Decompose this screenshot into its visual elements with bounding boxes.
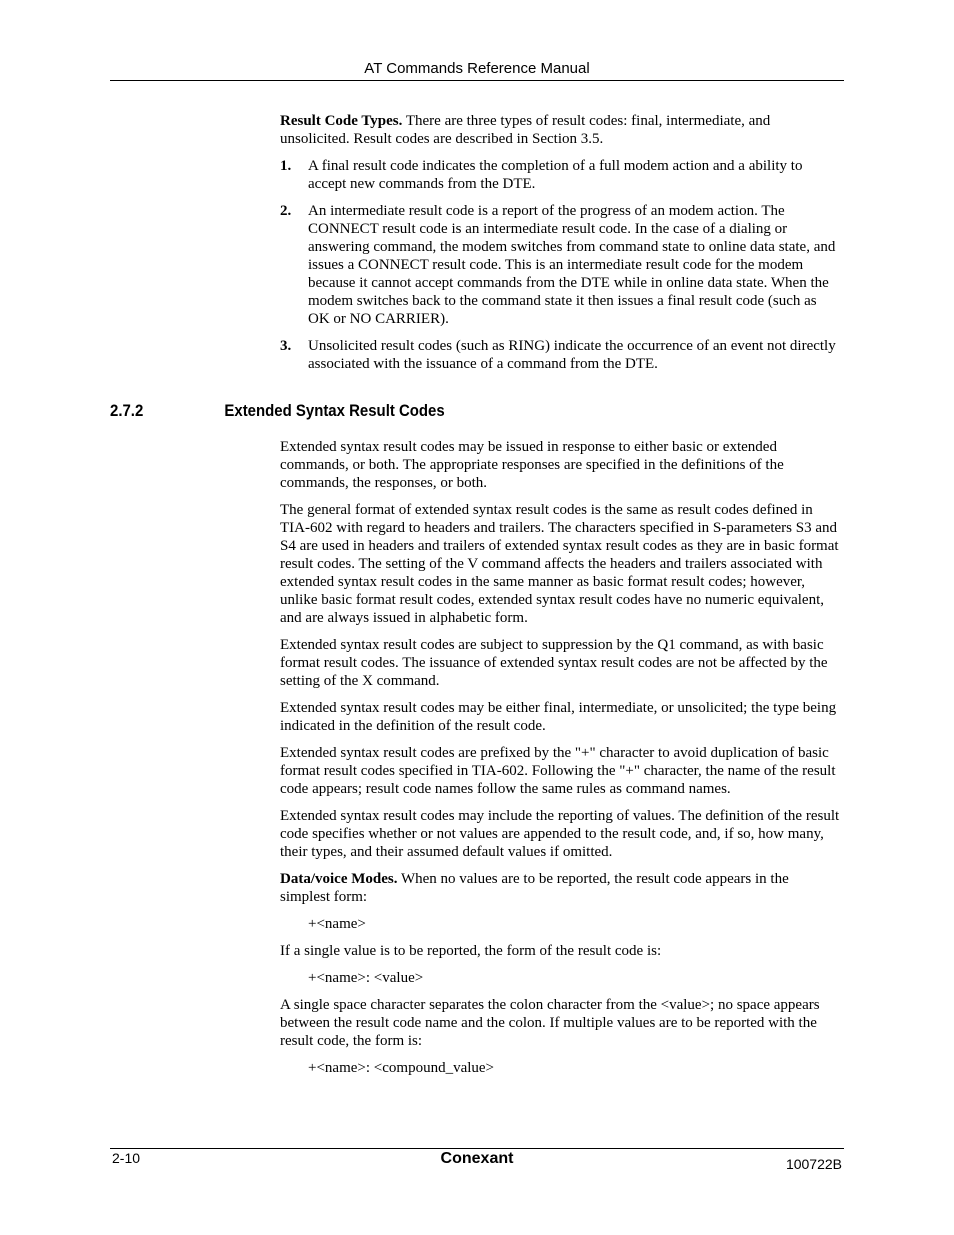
running-header: AT Commands Reference Manual (364, 60, 590, 77)
list-item (280, 157, 842, 193)
list-item-text: Unsolicited result codes (such as RING) indicate the occurrence of an event not directly associated with the issuance of a command from the DTE. (308, 338, 836, 372)
paragraph: A single space character separates the colon character from the <value>; no space appears between the result code name and the colon. If multiple values are to be reported with the result code, the form is: (280, 997, 820, 1049)
list-item (280, 202, 842, 328)
section-title: Extended Syntax Result Codes (224, 401, 445, 420)
page-number: 2-10 (112, 1150, 141, 1166)
data-voice-modes-paragraph: Data/voice Modes. When no values are to be reported, the result code appears in the simplest form: (280, 871, 789, 905)
section-body (280, 438, 842, 1086)
result-code-types-list (280, 157, 842, 373)
list-item-number: 3. (280, 338, 292, 354)
header-rule (110, 80, 844, 81)
section-number: 2.7.2 (110, 401, 144, 420)
paragraph: The general format of extended syntax result codes is the same as result codes defined in TIA-602 with regard to headers and trailers. The characters specified in S-parameters S3 and S4 are used in headers and trailers of extended syntax result codes as they are in basic format result codes. The setting of the V command affects the headers and trailers associated with extended syntax result codes in the same manner as basic format result codes; however, unlike basic format result codes, extended syntax result codes have no numeric equivalent, and are always issued in alphabetic form. (280, 502, 839, 626)
result-code-types-paragraph: Result Code Types. There are three types of result codes: final, intermediate, and unsolicited. Result codes are described in Section 3.5. (280, 113, 771, 147)
result-code-types-block (280, 112, 842, 382)
syntax-form: +<name>: <compound_value> (308, 1060, 495, 1076)
list-item (280, 337, 842, 373)
list-item-text: A final result code indicates the completion of a full modem action and a ability to accept new commands from the DTE. (308, 158, 803, 192)
paragraph: Extended syntax result codes are prefixed by the "+" character to avoid duplication of basic format result codes specified in TIA-602. Following the "+" character, the name of the result code appears; result code names follow the same rules as command names. (280, 745, 836, 797)
syntax-form: +<name> (308, 916, 366, 932)
syntax-form: +<name>: <value> (308, 970, 424, 986)
document-number: 100722B (785, 1156, 842, 1172)
company-name: Conexant (440, 1150, 514, 1167)
paragraph: Extended syntax result codes may be either final, intermediate, or unsolicited; the type being indicated in the definition of the result code. (280, 700, 837, 734)
paragraph: Extended syntax result codes may include the reporting of values. The definition of the result code specifies whether or not values are appended to the result code, and, if so, how many, their types, and their assumed default values if omitted. (280, 808, 840, 860)
list-item-number: 2. (280, 203, 292, 219)
footer-rule (110, 1148, 844, 1149)
paragraph: Extended syntax result codes are subject to suppression by the Q1 command, as with basic format result codes. The issuance of extended syntax result codes are not be affected by the setting of the X command. (280, 637, 828, 689)
list-item-number: 1. (280, 158, 292, 174)
run-in-heading: Data/voice Modes. (280, 871, 398, 887)
list-item-text: An intermediate result code is a report of the progress of an modem action. The CONNECT result code is an intermediate result code. In the case of a dialing or answering command, the modem switches from command state to online data state, and issues a CONNECT result code. This is an intermediate result code for the modem because it cannot accept commands from the DTE while in online data state. When the modem switches back to the command state it then issues a final result code (such as OK or NO CARRIER). (308, 203, 836, 327)
paragraph: If a single value is to be reported, the form of the result code is: (280, 943, 662, 959)
paragraph: Extended syntax result codes may be issued in response to either basic or extended commands, or both. The appropriate responses are specified in the definitions of the commands, the responses, or both. (280, 439, 784, 491)
run-in-heading: Result Code Types. (280, 113, 403, 129)
section-heading (110, 400, 756, 422)
